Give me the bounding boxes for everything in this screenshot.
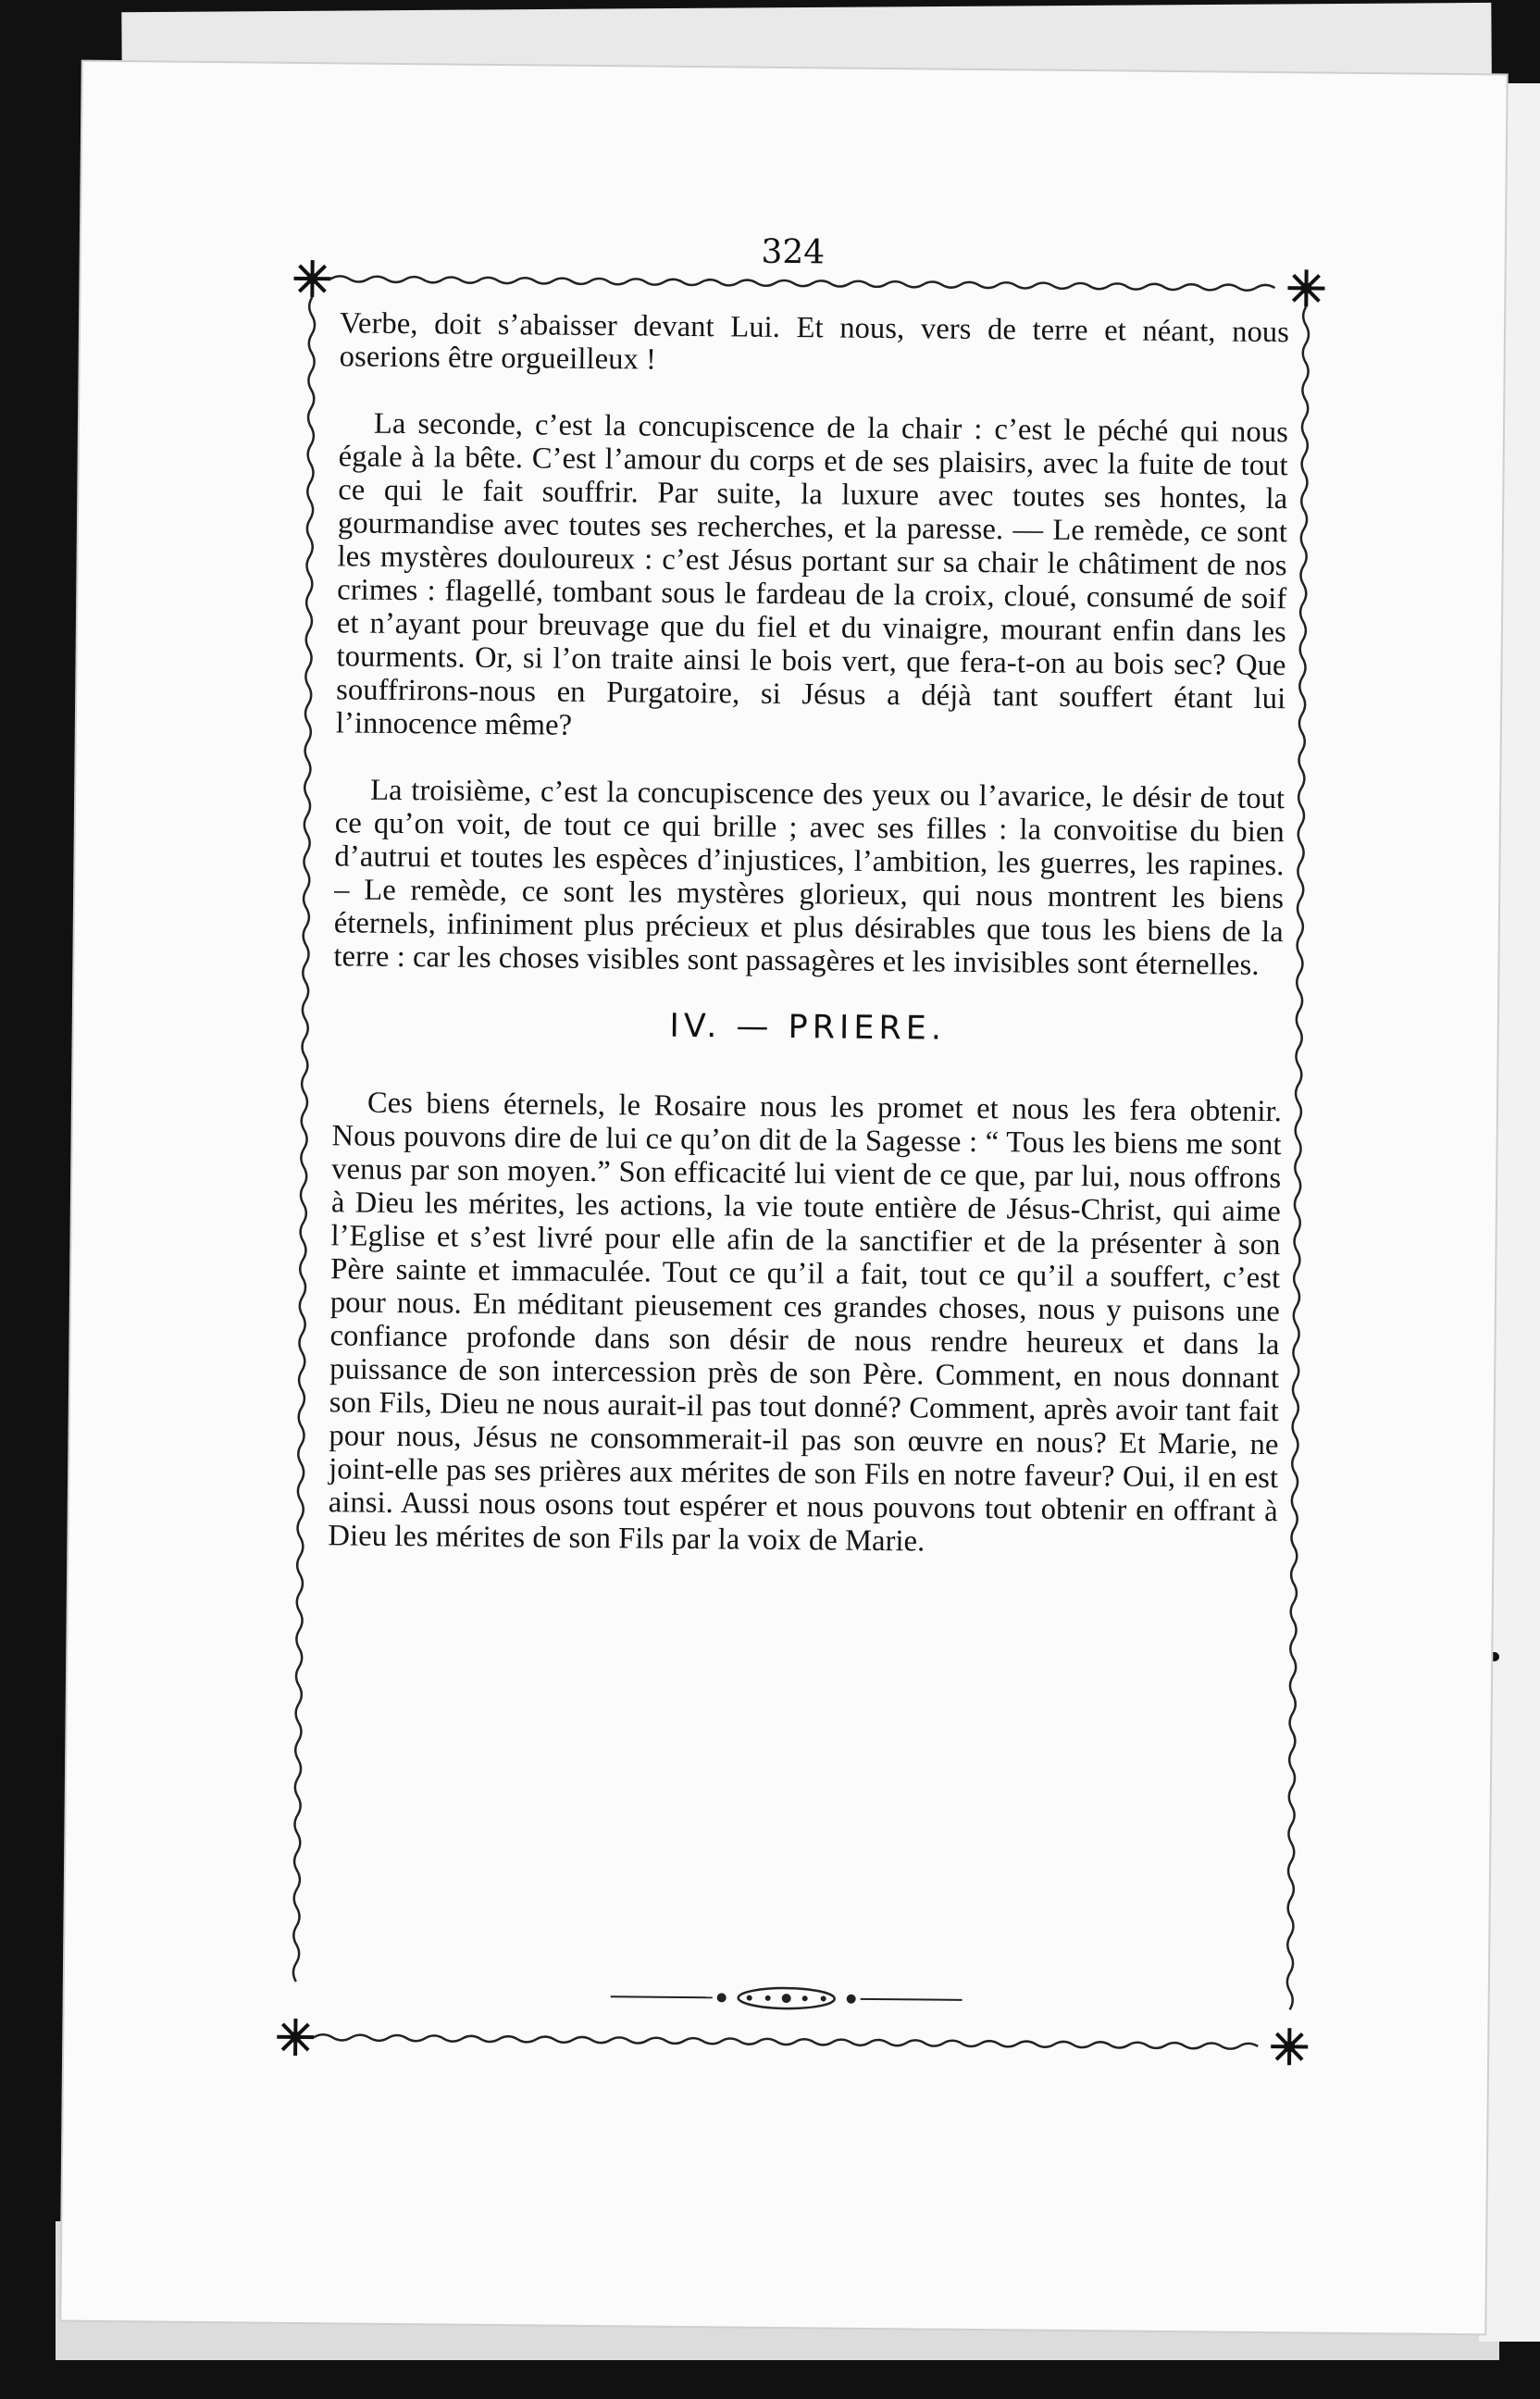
ornamental-frame [295,279,1306,2065]
border-left [293,297,315,1982]
paragraph: Ces biens éternels, le Rosaire nous les promet et nous les fera obtenir. Nous pouvons dire de lui ce qu’on dit de la Sagesse : “ Tous les biens me sont venus par son moyen.” Son efficacité lui vient de ce que, par lui, nous offrons à Dieu les mérites, les actions, la vie toute entière de Jésus-Christ, qui aime l’Eglise et s’est livré pour elle afin de la sanctifier et de la présenter à son Père sainte et immaculée. Tout ce qu’il a fait, tout ce qu’il a souffert, c’est pour nous. En méditant pieusement ces grandes choses, nous y puisons une confiance profonde dans son désir de nous rendre heureux et dans la puissance de son intercession près de son Père. Comment, en nous donnant son Fils, Dieu ne nous aurait-il pas tout donné? Comment, après avoir tant fait pour nous, Jésus ne consommerait-il pas son œuvre en nous? Et Marie, ne joint-elle pas ses prières aux mérites de son Fils en notre faveur? Oui, il en est ainsi. Aussi nous osons tout espérer et nous pouvons tout obtenir en offrant à Dieu les mérites de son Fils par la voix de Marie. [328,1086,1283,1559]
paragraph: La troisième, c’est la concupiscence des yeux ou l’avarice, le désir de tout ce qu’on voit, de tout ce qui brille ; avec ses filles : la convoitise du bien d’autrui et toutes les espèces d’injustices, l’ambition, les guerres, les rapines. – Le remède, ce sont les mystères glorieux, qui nous montrent les biens éternels, infiniment plus précieux et plus désirables que tous les biens de la terre : car les choses visibles sont passagères et les invisibles sont éternelles. [333,773,1285,982]
book-page [61,62,1506,2334]
asterisk-corner-icon [1287,269,1324,306]
asterisk-corner-icon [277,2019,314,2056]
border-top [330,276,1274,291]
border-bottom [314,2034,1258,2049]
text-body [328,306,1289,1595]
paragraph: Verbe, doit s’abaisser devant Lui. Et nous, vers de terre et néant, nous oserions être orgueilleux ! [339,306,1290,377]
asterisk-corner-icon [293,260,330,297]
fleuron-divider-icon [611,1983,962,2014]
asterisk-corner-icon [1271,2028,1308,2065]
page-number: 324 [761,232,826,272]
paragraph: La seconde, c’est la concupiscence de la chair : c’est le péché qui nous égale à la bête. C’est l’amour du corps et de ses plaisirs, avec la fuite de tout ce qui le fait souffrir. Par suite, la luxure avec toutes ses hontes, la gourmandise avec toutes ses recherches, et la paresse. — Le remède, ce sont les mystères douloureux : c’est Jésus portant sur sa chair le châtiment de nos crimes : flagellé, tombant sous le fardeau de la croix, cloué, consumé de soif et n’ayant pour breuvage que du fiel et du vinaigre, mourant enfin dans les tourments. Or, si l’on traite ainsi le bois vert, que fera-t-on au bois sec? Que souffrirons-nous en Purgatoire, si Jésus a déjà tant souffert étant lui l’innocence même? [335,406,1289,742]
section-heading: IV. — PRIERE. [669,1007,947,1048]
border-right [1287,306,1310,2009]
